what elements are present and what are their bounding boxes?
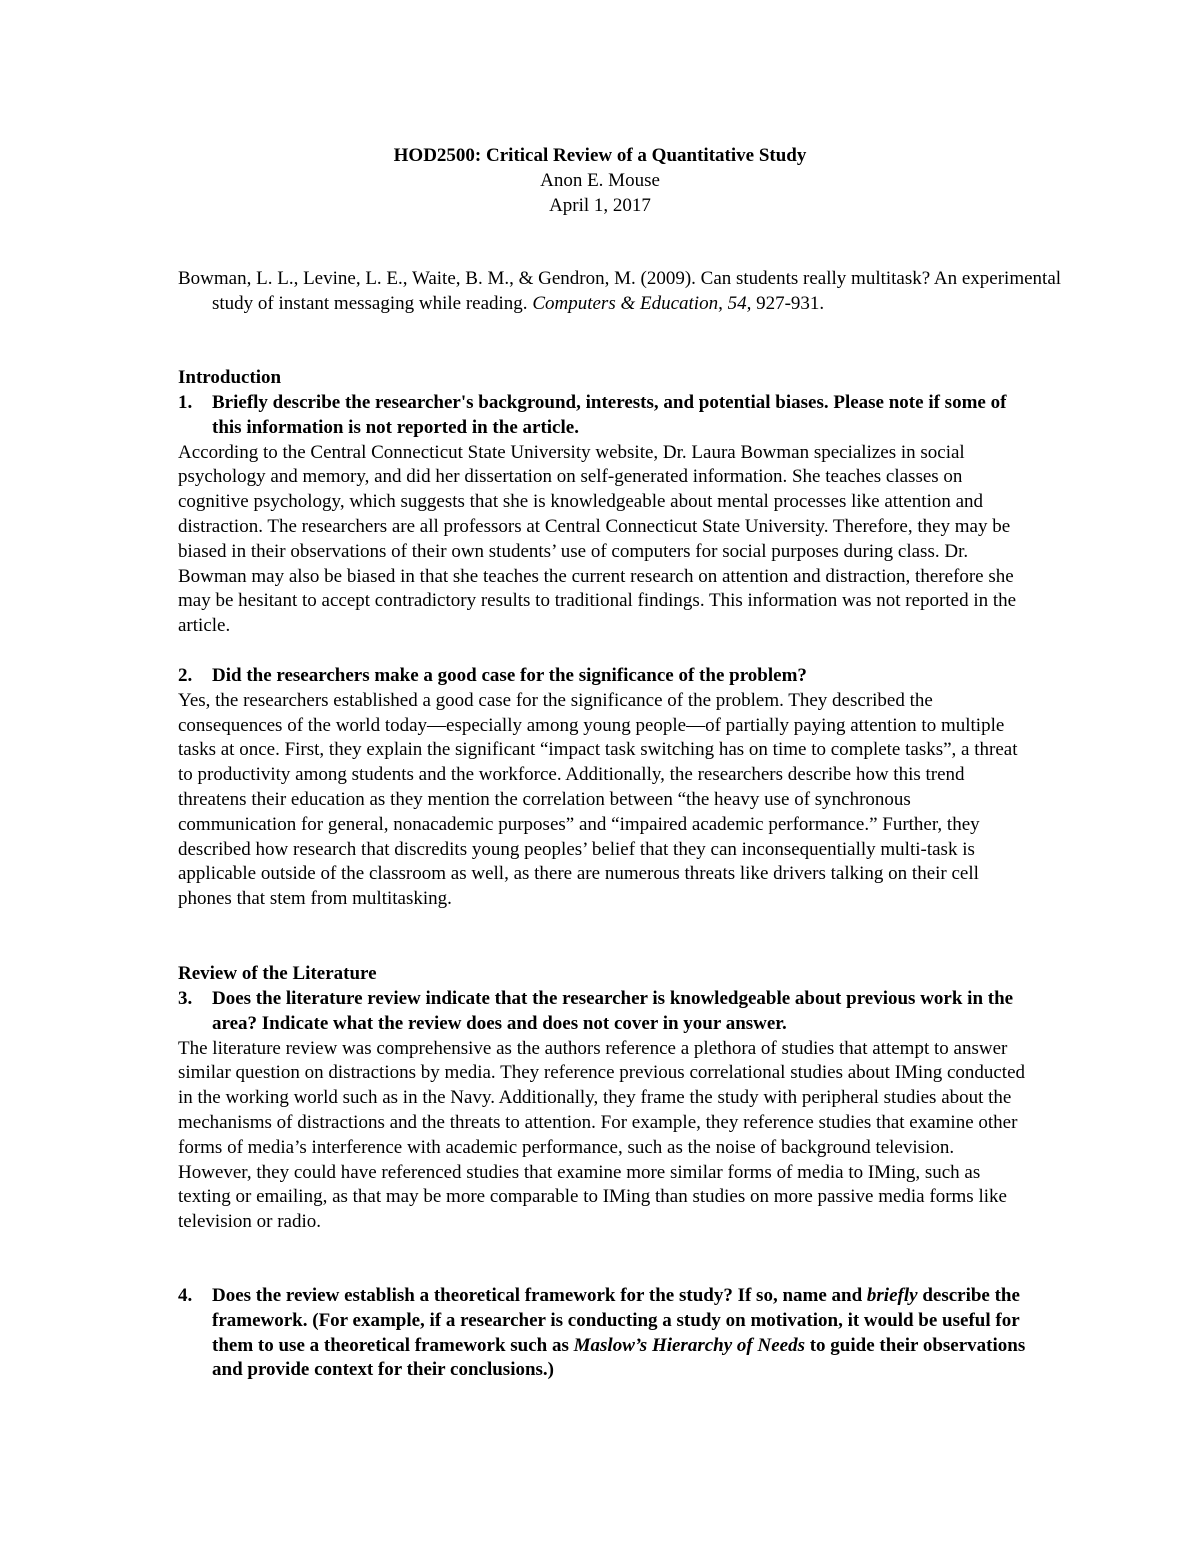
answer-text: According to the Central Connecticut State University website, Dr. Laura Bowman specializes in social psychology and memory, and did her dissertation on self-generated information. She teaches classes on cognitive psychology, which suggests that she is knowledgeable about mental processes like attention and distraction. The researchers are all professors at Central Connecticut State University. Therefore, they may be biased in their observations of their own students’ use of computers for social purposes during class. Dr. Bowman may also be biased in that she teaches the current research on attention and distraction, therefore she may be hesitant to accept contradictory results to traditional findings. This information was not reported in the article. — [178, 441, 1017, 637]
question-text-part: describe the framework. (For example, if a researcher is conducting a study on motivation, it would be useful for them to use a theoretical framework such as — [212, 1285, 1020, 1356]
question-2 — [178, 664, 1028, 912]
question-text: Does the literature review indicate that the researcher is knowledgeable about previous work in the area? Indicate what the review does and does not cover in your answer. — [212, 988, 1014, 1034]
question-text: Briefly describe the researcher's background, interests, and potential biases. Please note if some of this information is not reported in the article. — [212, 392, 1007, 438]
framework-name: Maslow’s Hierarchy of Needs — [573, 1334, 805, 1356]
question-text-part: Does the review establish a theoretical framework for the study? If so, name and — [212, 1285, 867, 1306]
question-emphasis: briefly — [866, 1285, 918, 1306]
question-3 — [178, 987, 1028, 1235]
document-title: HOD2500: Critical Review of a Quantitative Study — [393, 145, 807, 166]
question-number: 2. — [178, 665, 193, 686]
citation-pages: 927-931. — [751, 292, 825, 314]
question-text-part: to guide their observations and provide context for their conclusions.) — [212, 1334, 1026, 1381]
question-number: 1. — [178, 392, 193, 413]
question-1 — [178, 391, 1028, 639]
citation — [178, 267, 1062, 317]
question-text — [212, 1284, 1028, 1383]
question-text: Did the researchers make a good case for the significance of the problem? — [212, 665, 807, 686]
answer-text: The literature review was comprehensive as the authors reference a plethora of studies that attempt to answer similar question on distractions by media. They reference previous correlational studies about IMing conducted in the working world such as in the Navy. Additionally, they frame the study with peripheral studies about the mechanisms of distractions and the threats to attention. For example, they reference studies that examine other forms of media’s interference with academic performance, such as the noise of background television. However, they could have referenced studies that examine more similar forms of media to IMing, such as texting or emailing, as that may be more comparable to IMing than studies on more passive media forms like television or radio. — [178, 1037, 1026, 1233]
author-name: Anon E. Mouse — [540, 170, 660, 191]
section-heading-introduction: Introduction — [178, 367, 282, 388]
question-number: 3. — [178, 988, 193, 1009]
document-date: April 1, 2017 — [549, 195, 651, 216]
citation-journal: Computers & Education, 54, — [532, 292, 752, 314]
answer-text: Yes, the researchers established a good case for the significance of the problem. They described the consequences of the world today—especially among young people—of partially paying attention to multiple tasks at once. First, they explain the significant “impact task switching has on time to complete tasks”, a threat to productivity among students and the workforce. Additionally, the researchers describe how this trend threatens their education as they mention the correlation between “the heavy use of synchronous communication for general, nonacademic purposes” and “impaired academic performance.” Further, they described how research that discredits young peoples’ belief that they can inconsequentially multi-task is applicable outside of the classroom as well, as there are numerous threats like drivers talking on their cell phones that stem from multitasking. — [178, 689, 1018, 910]
question-4 — [178, 1284, 1028, 1383]
citation-authors-title: Bowman, L. L., Levine, L. E., Waite, B. M., & Gendron, M. (2009). Can students really multitask? An experimental study of instant messaging while reading. — [178, 268, 1062, 314]
question-number: 4. — [178, 1285, 193, 1306]
section-heading-literature: Review of the Literature — [178, 963, 377, 984]
